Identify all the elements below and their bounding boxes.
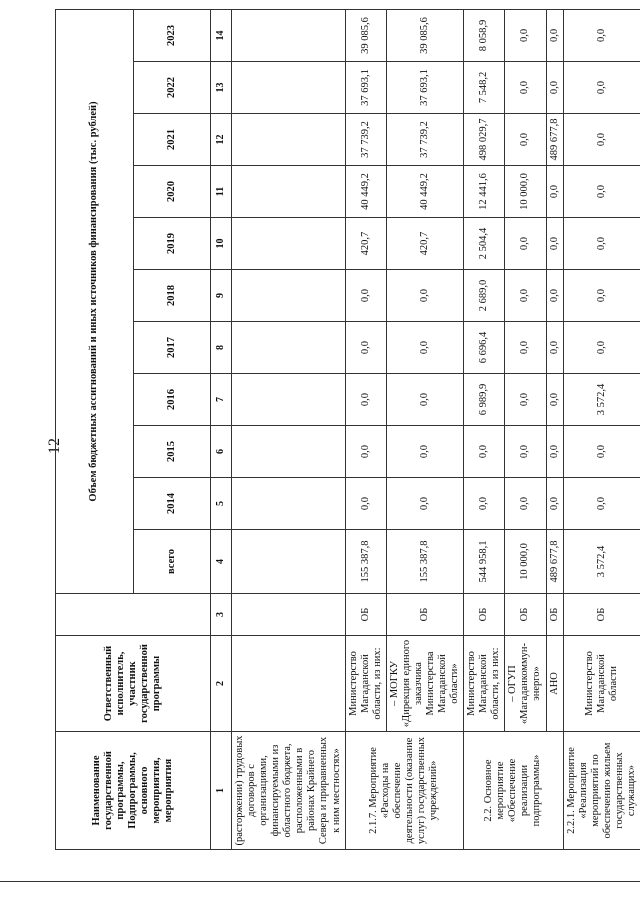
row-responsible-cell: [232, 636, 346, 732]
table-row: [505, 9, 546, 849]
row-year-value-cell: [232, 478, 346, 530]
row-name-cell: 2.1.7. Мероприятие «Расходы на обеспечение деятельности (оказание услуг) государственных учреждений»: [345, 732, 464, 850]
row-year-value-cell: 0,0: [345, 270, 386, 322]
row-year-value-cell: 0,0: [546, 218, 563, 270]
rotated-table-wrapper: [55, 10, 637, 850]
row-year-value-cell: 39 085,6: [345, 9, 386, 61]
row-year-value-cell: 489 677,8: [546, 114, 563, 166]
column-number: 3: [211, 594, 232, 636]
row-year-value-cell: 0,0: [464, 478, 505, 530]
row-year-value-cell: 0,0: [546, 374, 563, 426]
row-total-cell: 544 958,1: [464, 530, 505, 594]
row-year-value-cell: 0,0: [563, 270, 640, 322]
row-year-value-cell: [232, 270, 346, 322]
row-year-value-cell: 0,0: [563, 218, 640, 270]
row-responsible-cell: Министерство Магаданской области, из них:: [345, 636, 386, 732]
header-total: всего: [133, 530, 211, 594]
row-year-value-cell: 0,0: [563, 62, 640, 114]
row-year-value-cell: 0,0: [505, 374, 546, 426]
column-number: 1: [211, 732, 232, 850]
column-number: 8: [211, 322, 232, 374]
row-year-value-cell: 2 504,4: [464, 218, 505, 270]
row-source-cell: [232, 594, 346, 636]
row-year-value-cell: [232, 166, 346, 218]
row-year-value-cell: 0,0: [563, 166, 640, 218]
row-name-cell: 2.2.1. Мероприятие «Реализация мероприятий по обеспечению жильем государственных служащих»: [563, 732, 640, 850]
row-year-value-cell: 0,0: [563, 9, 640, 61]
column-number: 6: [211, 426, 232, 478]
row-responsible-cell: АНО: [546, 636, 563, 732]
row-year-value-cell: 0,0: [345, 322, 386, 374]
row-year-value-cell: 6 989,9: [464, 374, 505, 426]
row-year-value-cell: 0,0: [464, 426, 505, 478]
row-year-value-cell: 0,0: [505, 62, 546, 114]
row-year-value-cell: 0,0: [505, 114, 546, 166]
table-row: [345, 9, 386, 849]
row-year-value-cell: 0,0: [505, 9, 546, 61]
row-year-value-cell: 39 085,6: [386, 9, 463, 61]
row-year-value-cell: 0,0: [546, 426, 563, 478]
header-year: 2017: [133, 322, 211, 374]
row-year-value-cell: 0,0: [546, 62, 563, 114]
row-year-value-cell: 12 441,6: [464, 166, 505, 218]
header-year: 2018: [133, 270, 211, 322]
row-year-value-cell: 0,0: [345, 426, 386, 478]
row-year-value-cell: 0,0: [386, 322, 463, 374]
header-year: 2014: [133, 478, 211, 530]
header-year: 2020: [133, 166, 211, 218]
table-rows: [232, 9, 640, 849]
column-number: 12: [211, 114, 232, 166]
column-number: 14: [211, 9, 232, 61]
row-total-cell: 10 000,0: [505, 530, 546, 594]
row-year-value-cell: [232, 218, 346, 270]
row-responsible-cell: – ОГУП «Магаданкоммун-энерго»: [505, 636, 546, 732]
row-year-value-cell: 0,0: [546, 322, 563, 374]
row-year-value-cell: 0,0: [563, 426, 640, 478]
row-year-value-cell: 7 548,2: [464, 62, 505, 114]
row-year-value-cell: 0,0: [345, 374, 386, 426]
row-year-value-cell: 0,0: [563, 322, 640, 374]
row-total-cell: [232, 530, 346, 594]
row-year-value-cell: 420,7: [386, 218, 463, 270]
column-number: 5: [211, 478, 232, 530]
column-number: 13: [211, 62, 232, 114]
row-year-value-cell: 0,0: [345, 478, 386, 530]
column-number: 7: [211, 374, 232, 426]
row-total-cell: 3 572,4: [563, 530, 640, 594]
column-number: 9: [211, 270, 232, 322]
row-year-value-cell: 37 693,1: [386, 62, 463, 114]
header-source: [56, 594, 211, 636]
row-source-cell: ОБ: [345, 594, 386, 636]
row-year-value-cell: 0,0: [546, 9, 563, 61]
column-number: 2: [211, 636, 232, 732]
row-year-value-cell: [232, 426, 346, 478]
row-total-cell: 155 387,8: [386, 530, 463, 594]
row-year-value-cell: 0,0: [505, 270, 546, 322]
column-number: 4: [211, 530, 232, 594]
row-year-value-cell: 0,0: [505, 322, 546, 374]
row-year-value-cell: 0,0: [546, 270, 563, 322]
row-year-value-cell: 37 739,2: [386, 114, 463, 166]
header-name: Наименование государственной программы, Подпрограммы, основного мероприятия, мероприятия: [56, 732, 211, 850]
row-year-value-cell: 6 696,4: [464, 322, 505, 374]
row-year-value-cell: 0,0: [386, 426, 463, 478]
row-year-value-cell: 3 572,4: [563, 374, 640, 426]
row-responsible-cell: – МОГКУ «Дирекция единого заказчика Министерства Магаданской области»: [386, 636, 463, 732]
footer-rule: [0, 881, 640, 882]
row-year-value-cell: [232, 322, 346, 374]
header-year: 2015: [133, 426, 211, 478]
row-year-value-cell: 0,0: [386, 374, 463, 426]
row-name-cell: 2.2. Основное мероприятие «Обеспечение реализации подпрограммы»: [464, 732, 563, 850]
row-year-value-cell: 420,7: [345, 218, 386, 270]
header-responsible: Ответственный исполнитель, участник государственной программы: [56, 636, 211, 732]
header-year: 2016: [133, 374, 211, 426]
row-year-value-cell: [232, 374, 346, 426]
row-year-value-cell: 0,0: [505, 218, 546, 270]
funding-table: [55, 9, 640, 850]
row-responsible-cell: Министерство Магаданской области, из них:: [464, 636, 505, 732]
row-source-cell: ОБ: [546, 594, 563, 636]
row-responsible-cell: Министерство Магаданской области: [563, 636, 640, 732]
table-row: [386, 9, 463, 849]
row-year-value-cell: 498 029,7: [464, 114, 505, 166]
row-year-value-cell: 0,0: [386, 478, 463, 530]
row-total-cell: 489 677,8: [546, 530, 563, 594]
header-year: 2019: [133, 218, 211, 270]
row-year-value-cell: 0,0: [546, 478, 563, 530]
row-name-cell: (расторжении) трудовых договоров с организациями, финансируемыми из областного бюджета, расположенными в районах Крайнего Севера и приравненных к ним местностях»: [232, 732, 346, 850]
row-year-value-cell: [232, 9, 346, 61]
column-number: 10: [211, 218, 232, 270]
row-year-value-cell: 37 739,2: [345, 114, 386, 166]
header-year: 2021: [133, 114, 211, 166]
row-year-value-cell: [232, 114, 346, 166]
row-year-value-cell: 37 693,1: [345, 62, 386, 114]
row-source-cell: ОБ: [386, 594, 463, 636]
header-year: 2023: [133, 9, 211, 61]
row-source-cell: ОБ: [505, 594, 546, 636]
row-source-cell: ОБ: [563, 594, 640, 636]
row-year-value-cell: 8 058,9: [464, 9, 505, 61]
row-year-value-cell: 0,0: [505, 478, 546, 530]
page-number: 12: [46, 438, 63, 454]
table-row: [232, 9, 346, 849]
row-year-value-cell: [232, 62, 346, 114]
row-total-cell: 155 387,8: [345, 530, 386, 594]
row-year-value-cell: 40 449,2: [386, 166, 463, 218]
row-year-value-cell: 10 000,0: [505, 166, 546, 218]
row-year-value-cell: 0,0: [386, 270, 463, 322]
row-year-value-cell: 0,0: [505, 426, 546, 478]
row-source-cell: ОБ: [464, 594, 505, 636]
row-year-value-cell: 0,0: [546, 166, 563, 218]
header-year: 2022: [133, 62, 211, 114]
row-year-value-cell: 40 449,2: [345, 166, 386, 218]
row-year-value-cell: 2 689,0: [464, 270, 505, 322]
column-number: 11: [211, 166, 232, 218]
table-row: [563, 9, 640, 849]
row-year-value-cell: 0,0: [563, 114, 640, 166]
table-row: [464, 9, 505, 849]
table-row: [546, 9, 563, 849]
header-funding-title: Объем бюджетных ассигнований и иных источников финансирования (тыс. рублей): [56, 9, 134, 593]
column-number-row: [211, 9, 232, 849]
row-year-value-cell: 0,0: [563, 478, 640, 530]
